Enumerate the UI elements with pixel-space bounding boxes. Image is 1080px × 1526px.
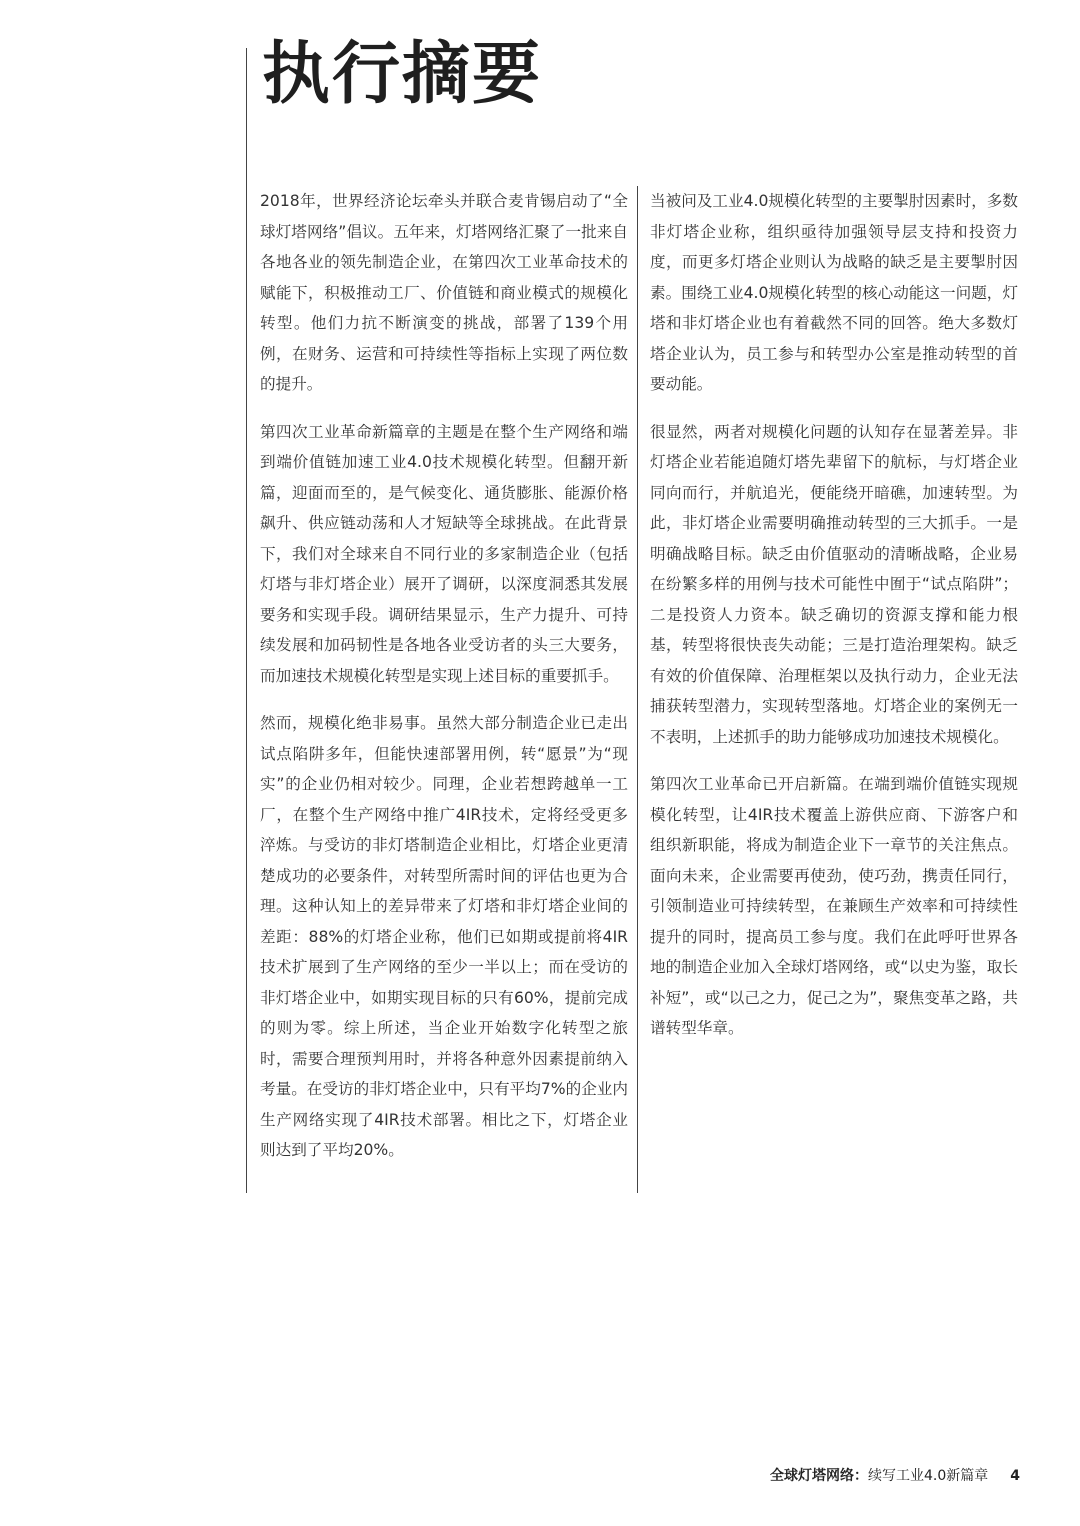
paragraph: 当被问及工业4.0规模化转型的主要掣肘因素时，多数非灯塔企业称，组织亟待加强领导层支持和投资力度，而更多灯塔企业则认为战略的缺乏是主要掣肘因素。围绕工业4.0规模化转型的核心动能这一问题，灯塔和非灯塔企业也有着截然不同的回答。绝大多数灯塔企业认为，员工参与和转型办公室是推动转型的首要动能。 <box>650 192 1018 393</box>
right-column <box>650 186 1018 1061</box>
paragraph: 2018年，世界经济论坛牵头并联合麦肯锡启动了“全球灯塔网络”倡议。五年来，灯塔网络汇聚了一批来自各地各业的领先制造企业，在第四次工业革命技术的赋能下，积极推动工厂、价值链和商业模式的规模化转型。他们力抗不断演变的挑战，部署了139个用例，在财务、运营和可持续性等指标上实现了两位数的提升。 <box>260 192 628 393</box>
page-title: 执行摘要 <box>262 35 543 114</box>
footer-subtitle: 续写工业4.0新篇章 <box>867 1468 989 1484</box>
left-column <box>260 186 628 1183</box>
paragraph: 第四次工业革命新篇章的主题是在整个生产网络和端到端价值链加速工业4.0技术规模化转型。但翻开新篇，迎面而至的，是气候变化、通货膨胀、能源价格飙升、供应链动荡和人才短缺等全球挑战。在此背景下，我们对全球来自不同行业的多家制造企业（包括灯塔与非灯塔企业）展开了调研，以深度洞悉其发展要务和实现手段。调研结果显示，生产力提升、可持续发展和加码韧性是各地各业受访者的头三大要务，而加速技术规模化转型是实现上述目标的重要抓手。 <box>260 422 628 685</box>
page-footer <box>700 1465 1020 1485</box>
footer-brand: 全球灯塔网络： <box>769 1468 868 1484</box>
left-vertical-rule <box>246 48 247 1193</box>
column-divider <box>637 186 638 1193</box>
paragraph: 然而，规模化绝非易事。虽然大部分制造企业已走出试点陷阱多年，但能快速部署用例，转“愿景”为“现实”的企业仍相对较少。同理，企业若想跨越单一工厂，在整个生产网络中推广4IR技术，定将经受更多淬炼。与受访的非灯塔制造企业相比，灯塔企业更清楚成功的必要条件，对转型所需时间的评估也更为合理。这种认知上的差异带来了灯塔和非灯塔企业间的差距：88%的灯塔企业称，他们已如期或提前将4IR技术扩展到了生产网络的至少一半以上；而在受访的非灯塔企业中，如期实现目标的只有60%，提前完成的则为零。综上所述，当企业开始数字化转型之旅时，需要合理预判用时，并将各种意外因素提前纳入考量。在受访的非灯塔企业中，只有平均7%的企业内生产网络实现了4IR技术部署。相比之下，灯塔企业则达到了平均20%。 <box>260 714 628 1159</box>
paragraph: 很显然，两者对规模化问题的认知存在显著差异。非灯塔企业若能追随灯塔先辈留下的航标，与灯塔企业同向而行，并航追光，便能绕开暗礁，加速转型。为此，非灯塔企业需要明确推动转型的三大抓手。一是明确战略目标。缺乏由价值驱动的清晰战略，企业易在纷繁多样的用例与技术可能性中囿于“试点陷阱”；二是投资人力资本。缺乏确切的资源支撑和能力根基，转型将很快丧失动能；三是打造治理架构。缺乏有效的价值保障、治理框架以及执行动力，企业无法捕获转型潜力，实现转型落地。灯塔企业的案例无一不表明，上述抓手的助力能够成功加速技术规模化。 <box>650 422 1018 746</box>
paragraph: 第四次工业革命已开启新篇。在端到端价值链实现规模化转型，让4IR技术覆盖上游供应商、下游客户和组织新职能，将成为制造企业下一章节的关注焦点。面向未来，企业需要再使劲，使巧劲，携责任同行，引领制造业可持续转型，在兼顾生产效率和可持续性提升的同时，提高员工参与度。我们在此呼吁世界各地的制造企业加入全球灯塔网络，或“以史为鉴，取长补短”，或“以己之力，促己之为”，聚焦变革之路，共谱转型华章。 <box>650 775 1018 1037</box>
page-number: 4 <box>1010 1468 1020 1484</box>
